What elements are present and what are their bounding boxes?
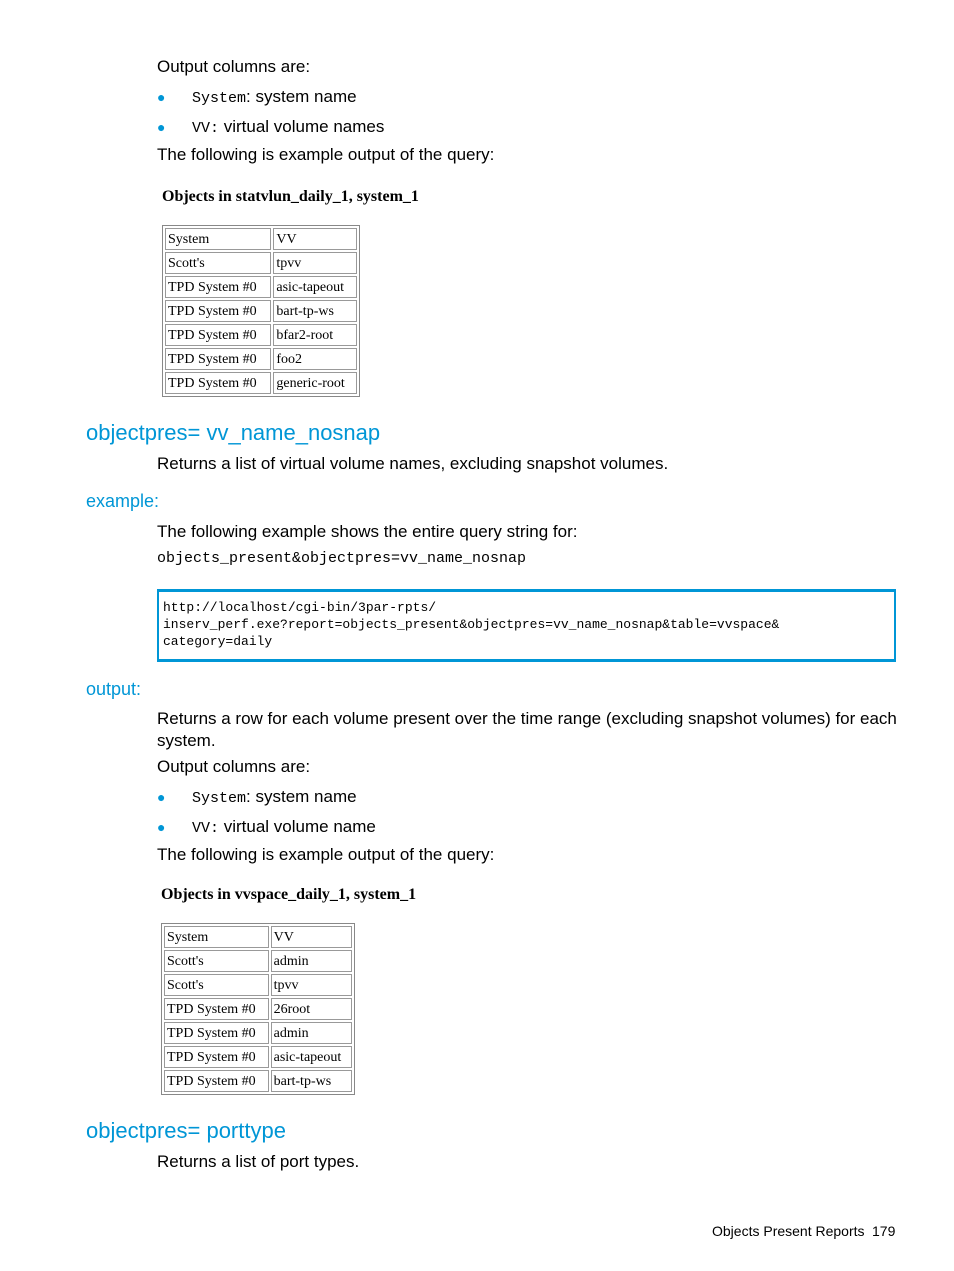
cell-vv: tpvv xyxy=(271,974,352,996)
cell-vv: tpvv xyxy=(273,252,357,274)
output-description-cont: system. xyxy=(157,731,216,750)
table-row xyxy=(165,348,357,370)
code-block xyxy=(157,589,896,662)
cell-system: TPD System #0 xyxy=(164,1070,269,1092)
section-heading: objectpres= vv_name_nosnap xyxy=(86,420,381,445)
footer-section-name: Objects Present Reports xyxy=(712,1223,865,1239)
cell-vv: VV xyxy=(271,926,352,948)
code-term: VV: xyxy=(192,120,220,137)
cell-vv: asic-tapeout xyxy=(273,276,357,298)
separator: : xyxy=(246,787,251,806)
separator: : xyxy=(246,87,251,106)
example-heading: example: xyxy=(86,491,160,511)
table-row xyxy=(164,1046,352,1068)
output-heading: output: xyxy=(86,679,142,699)
section-description: Returns a list of port types. xyxy=(157,1152,360,1171)
code-line: http://localhost/cgi-bin/3par-rpts/ xyxy=(163,600,437,615)
item-description: virtual volume name xyxy=(219,817,376,836)
cell-system: TPD System #0 xyxy=(164,1022,269,1044)
table-row xyxy=(165,252,357,274)
cell-vv: admin xyxy=(271,950,352,972)
example-intro: The following is example output of the query: xyxy=(157,145,495,164)
table-row xyxy=(165,276,357,298)
cell-vv: admin xyxy=(271,1022,352,1044)
cell-system: TPD System #0 xyxy=(165,276,271,298)
cell-system: TPD System #0 xyxy=(164,998,269,1020)
table-row xyxy=(164,1022,352,1044)
cell-vv: asic-tapeout xyxy=(271,1046,352,1068)
example-output-intro: The following is example output of the query: xyxy=(157,845,495,864)
cell-system: Scott's xyxy=(165,252,271,274)
example-intro: The following example shows the entire query string for: xyxy=(157,522,578,541)
output-columns-label: Output columns are: xyxy=(157,57,311,76)
output-columns-label: Output columns are: xyxy=(157,757,311,776)
objects-table xyxy=(162,225,360,397)
code-term: VV: xyxy=(192,820,220,837)
objects-table xyxy=(161,923,355,1095)
list-item xyxy=(192,86,357,109)
cell-system: TPD System #0 xyxy=(165,300,271,322)
cell-vv: 26root xyxy=(271,998,352,1020)
table-row xyxy=(165,324,357,346)
figure-title: Objects in statvlun_daily_1, system_1 xyxy=(162,188,419,205)
list-item xyxy=(192,786,357,809)
code-term: System xyxy=(192,90,247,107)
cell-system: TPD System #0 xyxy=(164,1046,269,1068)
query-string: objects_present&objectpres=vv_name_nosnap xyxy=(157,550,527,567)
section-description: Returns a list of virtual volume names, excluding snapshot volumes. xyxy=(157,454,669,473)
table-row xyxy=(164,998,352,1020)
figure-title: Objects in vvspace_daily_1, system_1 xyxy=(161,886,417,903)
cell-system: TPD System #0 xyxy=(165,324,271,346)
list-item xyxy=(192,116,384,139)
bullet-icon: ● xyxy=(157,119,166,135)
cell-system: System xyxy=(164,926,269,948)
code-line: category=daily xyxy=(163,634,273,649)
cell-vv: generic-root xyxy=(273,372,357,394)
table-header-row xyxy=(165,228,357,250)
table-row xyxy=(165,300,357,322)
cell-system: Scott's xyxy=(164,950,269,972)
item-description: system name xyxy=(250,87,357,106)
table-header-row xyxy=(164,926,352,948)
bullet-icon: ● xyxy=(157,789,166,805)
cell-system: System xyxy=(165,228,271,250)
cell-system: TPD System #0 xyxy=(165,372,271,394)
table-row xyxy=(164,974,352,996)
list-item xyxy=(192,816,376,839)
bullet-icon: ● xyxy=(157,89,166,105)
cell-vv: bart-tp-ws xyxy=(273,300,357,322)
table-row xyxy=(165,372,357,394)
cell-vv: bart-tp-ws xyxy=(271,1070,352,1092)
code-line: inserv_perf.exe?report=objects_present&objectpres=vv_name_nosnap&table=vvspace& xyxy=(163,617,780,632)
item-description: virtual volume names xyxy=(219,117,385,136)
section-heading: objectpres= porttype xyxy=(86,1118,286,1143)
cell-vv: foo2 xyxy=(273,348,357,370)
cell-vv: VV xyxy=(273,228,357,250)
page-number: 179 xyxy=(872,1223,896,1239)
cell-system: Scott's xyxy=(164,974,269,996)
item-description: system name xyxy=(250,787,357,806)
code-term: System xyxy=(192,790,247,807)
table-row xyxy=(164,1070,352,1092)
cell-system: TPD System #0 xyxy=(165,348,271,370)
table-row xyxy=(164,950,352,972)
bullet-icon: ● xyxy=(157,819,166,835)
cell-vv: bfar2-root xyxy=(273,324,357,346)
output-description: Returns a row for each volume present over the time range (excluding snapshot volumes) for each xyxy=(157,709,897,728)
